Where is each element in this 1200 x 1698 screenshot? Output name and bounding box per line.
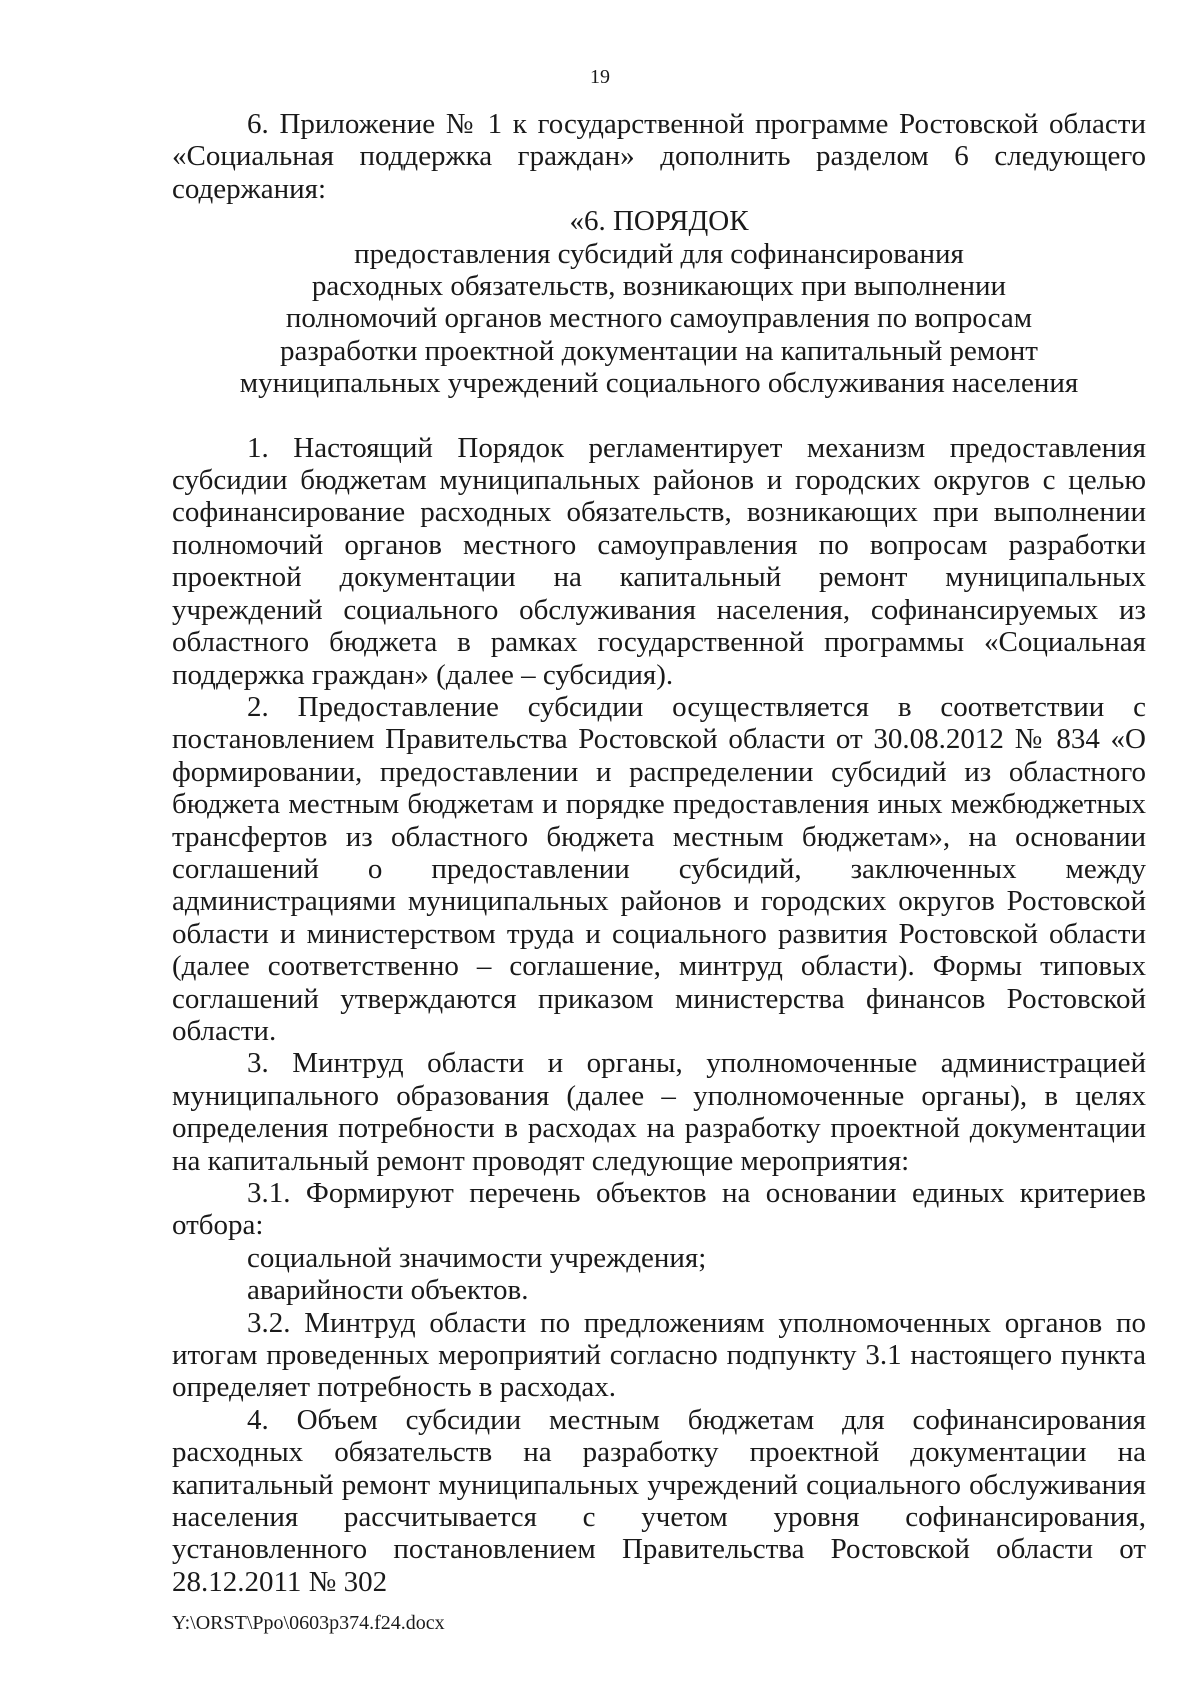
section-heading: «6. ПОРЯДОК [569,205,749,238]
section-title-line: полномочий органов местного самоуправления по вопросам [285,302,1033,335]
paragraph-3-2: 3.2. Минтруд области по предложениям уполномоченных органов по итогам проведенных мероприятий согласно подпункту 3.1 настоящего пункта определяет потребность в расходах. [172,1306,1146,1404]
page-number: 19 [590,66,610,88]
section-title-line: расходных обязательств, возникающих при выполнении [311,270,1007,303]
paragraph-1: 1. Настоящий Порядок регламентирует механизм предоставления субсидии бюджетам муниципальных районов и городских округов с целью софинансирование расходных обязательств, возникающих при выполнении полномочий органов местного самоуправления по вопросам разработки проектной документации на капитальный ремонт муниципальных учреждений социального обслуживания населения, софинансируемых из областного бюджета в рамках государственной программы «Социальная поддержка граждан» (далее – субсидия). [172,431,1146,691]
section-title [172,205,1146,399]
paragraph-3: 3. Минтруд области и органы, уполномоченные администрацией муниципального образования (далее – уполномоченные органы), в целях определения потребности в расходах на разработку проектной документации на капитальный ремонт проводят следующие мероприятия: [172,1047,1146,1177]
criterion-item: аварийности объектов. [247,1274,529,1307]
section-title-line: разработки проектной документации на капитальный ремонт [280,334,1038,367]
paragraph-4: 4. Объем субсидии местным бюджетам для софинансирования расходных обязательств на разработку проектной документации на капитальный ремонт муниципальных учреждений социального обслуживания населения рассчитывается с учетом уровня софинансирования, установленного постановлением Правительства Ростовской области от 28.12.2011 № 302 [172,1403,1146,1598]
section-title-line: предоставления субсидий для софинансирования [354,237,964,270]
document-body [172,108,1146,1598]
paragraph-3-1: 3.1. Формируют перечень объектов на основании единых критериев отбора: [172,1177,1146,1242]
criterion-item: социальной значимости учреждения; [247,1241,707,1274]
intro-paragraph: 6. Приложение № 1 к государственной программе Ростовской области «Социальная поддержка граждан» дополнить разделом 6 следующего содержания: [172,108,1146,205]
footer-file-path: Y:\ORST\Ppo\0603p374.f24.docx [172,1612,445,1634]
spacer [172,400,1146,432]
section-title-line: муниципальных учреждений социального обслуживания населения [239,367,1079,400]
paragraph-2: 2. Предоставление субсидии осуществляется в соответствии с постановлением Правительства Ростовской области от 30.08.2012 № 834 «О формировании, предоставлении и распределении субсидий из областного бюджета местным бюджетам и порядке предоставления иных межбюджетных трансфертов из областного бюджета местным бюджетам», на основании соглашений о предоставлении субсидий, заключенных между администрациями муниципальных районов и городских округов Ростовской области и министерством труда и социального развития Ростовской области (далее соответственно – соглашение, минтруд области). Формы типовых соглашений утверждаются приказом министерства финансов Ростовской области. [172,690,1146,1047]
